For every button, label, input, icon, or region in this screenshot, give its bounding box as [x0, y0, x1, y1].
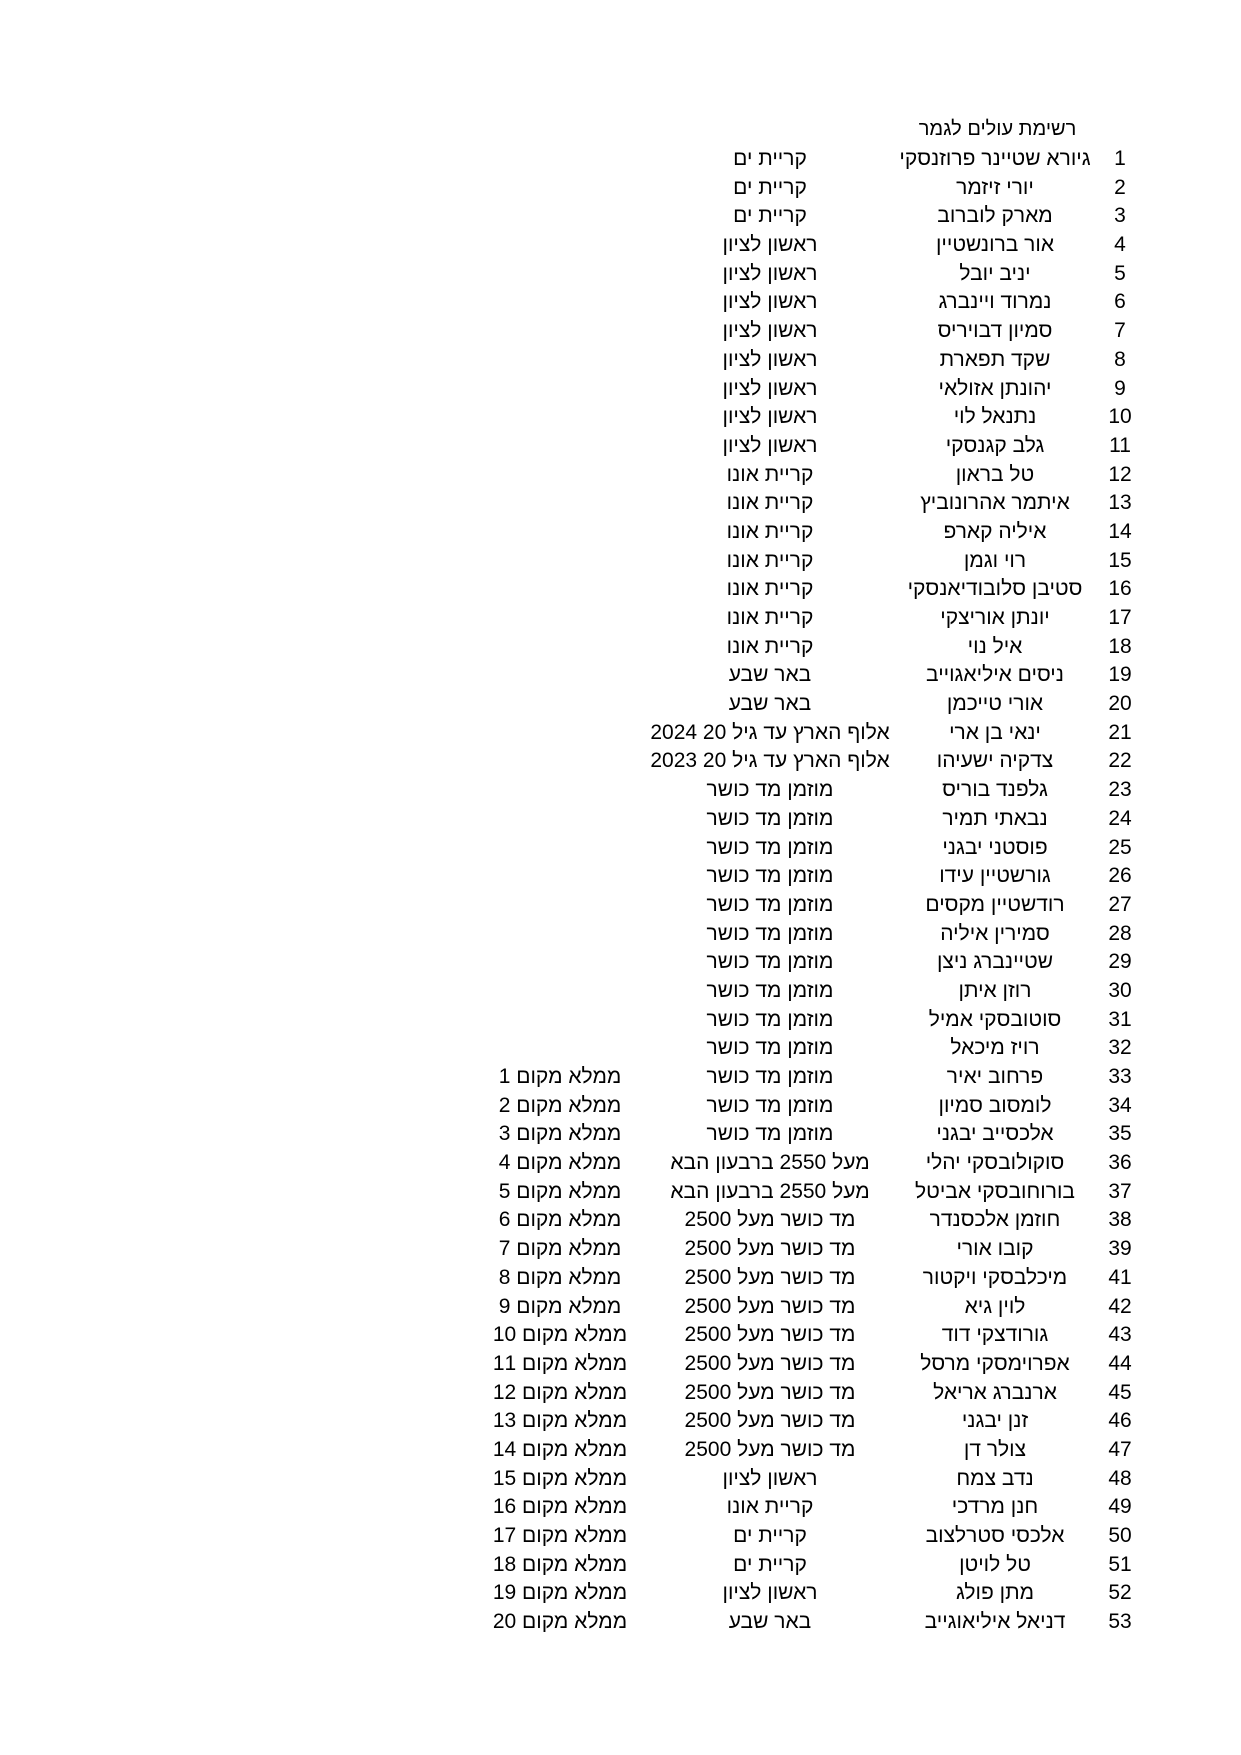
row-number: 42 [1108, 1294, 1132, 1318]
player-club: מוזמן מד כושר [706, 778, 834, 802]
row-number: 12 [1108, 462, 1132, 486]
player-name: דניאל איליאוגייב [924, 1610, 1066, 1634]
player-name: מתן פולג [955, 1581, 1035, 1605]
row-number: 49 [1108, 1495, 1132, 1519]
row-number: 6 [1114, 290, 1126, 314]
list-item [0, 489, 1241, 518]
row-number: 29 [1108, 950, 1132, 974]
reserve-note: ממלא מקום 17 [492, 1524, 628, 1547]
reserve-note: ממלא מקום 9 [498, 1294, 622, 1318]
reserve-note: ממלא מקום 20 [492, 1610, 628, 1634]
row-number: 2 [1114, 175, 1126, 199]
list-item [0, 834, 1241, 863]
player-club: באר שבע [728, 692, 812, 716]
list-item [0, 1522, 1241, 1551]
row-number: 18 [1108, 634, 1132, 658]
player-name: רודשטיין מקסים [925, 892, 1065, 916]
list-item [0, 1034, 1241, 1063]
player-club: מוזמן מד כושר [706, 1007, 834, 1031]
list-item [0, 1120, 1241, 1149]
list-item [0, 1608, 1241, 1637]
reserve-note: ממלא מקום 5 [498, 1179, 622, 1203]
list-item [0, 690, 1241, 719]
list-item [0, 1465, 1241, 1494]
player-name: יהונתן אזולאי [938, 376, 1052, 400]
list-item [0, 317, 1241, 346]
row-number: 11 [1109, 433, 1131, 457]
player-name: מארק לוברוב [937, 204, 1053, 228]
row-number: 13 [1108, 491, 1132, 515]
row-number: 36 [1108, 1151, 1132, 1175]
row-number: 48 [1108, 1466, 1132, 1490]
player-club: ראשון לציון [722, 233, 818, 257]
row-number: 27 [1108, 892, 1132, 916]
row-number: 52 [1108, 1581, 1132, 1605]
player-name: רויז מיכאל [950, 1036, 1040, 1060]
row-number: 39 [1108, 1237, 1132, 1261]
player-club: מוזמן מד כושר [706, 864, 834, 888]
list-item [0, 575, 1241, 604]
row-number: 53 [1108, 1610, 1132, 1634]
reserve-note: ממלא מקום 3 [498, 1122, 622, 1146]
player-name: אפרוימסקי מרסל [920, 1351, 1070, 1375]
player-club: ראשון לציון [722, 261, 818, 285]
player-name: רוי וגמן [963, 548, 1027, 572]
list-item [0, 862, 1241, 891]
list-item [0, 920, 1241, 949]
list-item [0, 1235, 1241, 1264]
player-name: איל נוי [967, 634, 1023, 658]
player-club: מוזמן מד כושר [706, 806, 834, 830]
row-number: 35 [1108, 1122, 1132, 1146]
player-club: באר שבע [728, 1610, 812, 1634]
player-name: ארנברג אריאל [933, 1380, 1057, 1404]
list-item [0, 202, 1241, 231]
player-club: מעל 2550 ברבעון הבא [670, 1151, 870, 1175]
player-club: מוזמן מד כושר [706, 978, 834, 1002]
player-name: צדקיה ישעיהו [936, 749, 1054, 773]
player-name: חוזמן אלכסנדר [929, 1208, 1061, 1232]
player-name: איליה קארפ [943, 519, 1047, 543]
player-club: קריית אונו [726, 634, 814, 658]
row-number: 47 [1108, 1437, 1132, 1461]
player-club: קריית אונו [726, 606, 814, 629]
row-number: 20 [1108, 692, 1132, 716]
row-number: 9 [1114, 376, 1126, 400]
row-number: 10 [1108, 405, 1132, 429]
list-item [0, 375, 1241, 404]
list-item [0, 1321, 1241, 1350]
list-item [0, 1264, 1241, 1293]
reserve-note: ממלא מקום 10 [492, 1323, 628, 1347]
player-name: בורוחובסקי אביטל [914, 1179, 1075, 1203]
list-item [0, 145, 1241, 174]
player-name: זנן יבגני [961, 1409, 1029, 1433]
list-item [0, 1006, 1241, 1035]
player-club: מוזמן מד כושר [706, 892, 834, 916]
player-name: גלב קגנסקי [945, 433, 1045, 457]
list-item [0, 1092, 1241, 1121]
player-name: לוין גיא [964, 1294, 1026, 1318]
player-club: מוזמן מד כושר [706, 921, 834, 945]
row-number: 5 [1114, 261, 1126, 285]
player-name: שטיינברג ניצן [936, 950, 1054, 974]
player-name: רוזן איתן [958, 978, 1032, 1002]
player-club: קריית אונו [726, 577, 814, 601]
player-name: יניב יובל [959, 261, 1031, 285]
row-number: 14 [1108, 519, 1132, 543]
player-club: מד כושר מעל 2500 [684, 1437, 856, 1461]
list-item [0, 518, 1241, 547]
row-number: 24 [1108, 806, 1132, 830]
list-item [0, 1293, 1241, 1322]
player-club: ראשון לציון [722, 1581, 818, 1605]
list-item [0, 948, 1241, 977]
list-item [0, 1493, 1241, 1522]
row-number: 7 [1114, 319, 1126, 343]
player-club: מד כושר מעל 2500 [684, 1323, 856, 1347]
player-club: קריית ים [733, 175, 807, 199]
player-name: טל בראון [955, 462, 1035, 486]
list-item [0, 977, 1241, 1006]
row-number: 4 [1114, 233, 1126, 257]
player-name: סמירין איליה [940, 921, 1050, 945]
player-club: מד כושר מעל 2500 [684, 1380, 856, 1404]
reserve-note: ממלא מקום 4 [498, 1151, 622, 1175]
row-number: 46 [1108, 1409, 1132, 1433]
player-club: מד כושר מעל 2500 [684, 1294, 856, 1318]
row-number: 21 [1108, 720, 1132, 744]
player-club: מד כושר מעל 2500 [684, 1409, 856, 1433]
player-club: מעל 2550 ברבעון הבא [670, 1179, 870, 1203]
player-club: קריית אונו [726, 462, 814, 486]
list-item [0, 1407, 1241, 1436]
list-item [0, 661, 1241, 690]
player-name: סוקולובסקי יהלי [925, 1151, 1065, 1175]
player-club: מוזמן מד כושר [706, 1065, 834, 1088]
player-name: אלכסייב יבגני [936, 1122, 1054, 1146]
player-club: קריית אונו [726, 1495, 814, 1519]
finalists-list [0, 145, 1241, 1637]
list-item [0, 719, 1241, 748]
reserve-note: ממלא מקום 19 [492, 1581, 628, 1605]
reserve-note: ממלא מקום 6 [498, 1208, 622, 1232]
player-name: אור ברונשטיין [935, 233, 1055, 257]
list-item [0, 1149, 1241, 1178]
row-number: 33 [1108, 1065, 1132, 1088]
list-item [0, 1206, 1241, 1235]
row-number: 15 [1108, 548, 1132, 572]
player-name: נתנאל לוי [953, 405, 1037, 429]
row-number: 43 [1108, 1323, 1132, 1347]
row-number: 8 [1114, 347, 1126, 371]
reserve-note: ממלא מקום 13 [492, 1409, 628, 1433]
list-item [0, 747, 1241, 776]
list-item [0, 288, 1241, 317]
reserve-note: ממלא מקום 8 [498, 1265, 622, 1289]
row-number: 38 [1108, 1208, 1132, 1232]
list-item [0, 1350, 1241, 1379]
list-item [0, 1436, 1241, 1465]
player-club: ראשון לציון [722, 319, 818, 343]
player-name: פרחוב יאיר [946, 1065, 1044, 1088]
row-number: 28 [1108, 921, 1132, 945]
row-number: 32 [1108, 1036, 1132, 1060]
row-number: 50 [1108, 1524, 1132, 1547]
row-number: 26 [1108, 864, 1132, 888]
player-club: ראשון לציון [722, 347, 818, 371]
player-club: ראשון לציון [722, 1466, 818, 1490]
player-club: קריית אונו [726, 519, 814, 543]
player-club: ראשון לציון [722, 290, 818, 314]
list-item [0, 805, 1241, 834]
reserve-note: ממלא מקום 1 [498, 1065, 622, 1088]
player-name: גיורא שטיינר פרוזנסקי [899, 147, 1091, 170]
reserve-note: ממלא מקום 7 [498, 1237, 622, 1261]
player-name: אלכסי סטרלצוב [925, 1524, 1065, 1547]
row-number: 22 [1108, 749, 1132, 773]
player-club: מד כושר מעל 2500 [684, 1351, 856, 1375]
list-item [0, 1551, 1241, 1580]
list-item [0, 776, 1241, 805]
row-number: 51 [1108, 1552, 1132, 1576]
player-club: ראשון לציון [722, 433, 818, 457]
reserve-note: ממלא מקום 12 [492, 1380, 628, 1404]
player-club: באר שבע [728, 663, 812, 687]
reserve-note: ממלא מקום 2 [498, 1093, 622, 1117]
player-name: חנן מרדכי [951, 1495, 1039, 1519]
list-item [0, 1579, 1241, 1608]
player-name: ינאי בן ארי [949, 720, 1041, 744]
row-number: 34 [1108, 1093, 1132, 1117]
row-number: 30 [1108, 978, 1132, 1002]
player-name: גורשטיין עידו [939, 864, 1051, 888]
player-name: יורי זיזמר [956, 175, 1034, 199]
list-item [0, 403, 1241, 432]
player-name: קובו אורי [956, 1237, 1034, 1261]
player-club: קריית אונו [726, 491, 814, 515]
player-club: קריית ים [733, 1552, 807, 1576]
row-number: 31 [1108, 1007, 1132, 1031]
player-name: נמרוד ויינברג [938, 290, 1052, 314]
row-number: 44 [1108, 1351, 1132, 1375]
player-name: סוטובסקי אמיל [928, 1007, 1062, 1031]
list-item [0, 547, 1241, 576]
player-name: יונתן אוריצקי [940, 606, 1050, 629]
row-number: 19 [1108, 663, 1132, 687]
list-item [0, 1379, 1241, 1408]
player-club: מוזמן מד כושר [706, 835, 834, 859]
list-item [0, 174, 1241, 203]
player-club: ראשון לציון [722, 376, 818, 400]
player-name: אורי טייכמן [946, 692, 1044, 716]
row-number: 1 [1114, 147, 1126, 170]
list-item [0, 1178, 1241, 1207]
player-club: קריית ים [733, 1524, 807, 1547]
list-title: רשימת עולים לגמר [918, 118, 1077, 140]
player-club: מד כושר מעל 2500 [684, 1237, 856, 1261]
list-item [0, 633, 1241, 662]
player-club: מוזמן מד כושר [706, 1036, 834, 1060]
player-name: ניסים איליאגוייב [926, 663, 1064, 687]
row-number: 25 [1108, 835, 1132, 859]
player-club: מד כושר מעל 2500 [684, 1265, 856, 1289]
player-name: מיכלבסקי ויקטור [922, 1265, 1068, 1289]
list-item [0, 891, 1241, 920]
list-item [0, 231, 1241, 260]
list-item [0, 604, 1241, 633]
player-name: גורודצקי דוד [941, 1323, 1049, 1347]
player-club: ראשון לציון [722, 405, 818, 429]
player-club: מוזמן מד כושר [706, 1122, 834, 1146]
player-club: קריית ים [733, 204, 807, 228]
row-number: 45 [1108, 1380, 1132, 1404]
list-item [0, 1063, 1241, 1092]
player-name: סמיון דבויריס [937, 319, 1053, 343]
player-name: סטיבן סלובודיאנסקי [907, 577, 1083, 601]
row-number: 37 [1108, 1179, 1132, 1203]
list-item [0, 461, 1241, 490]
player-club: קריית אונו [726, 548, 814, 572]
player-club: מוזמן מד כושר [706, 950, 834, 974]
player-name: נדב צמח [956, 1466, 1034, 1490]
player-club: קריית ים [733, 147, 807, 170]
player-name: איתמר אהרונוביץ [920, 491, 1070, 515]
row-number: 41 [1108, 1265, 1132, 1289]
row-number: 17 [1108, 606, 1132, 629]
player-name: נבאתי תמיר [942, 806, 1048, 830]
reserve-note: ממלא מקום 11 [492, 1351, 628, 1375]
player-name: שקד תפארת [939, 347, 1051, 371]
player-name: צולר דן [963, 1437, 1027, 1461]
row-number: 16 [1108, 577, 1132, 601]
row-number: 23 [1108, 778, 1132, 802]
list-item [0, 260, 1241, 289]
player-name: פוסטני יבגני [942, 835, 1048, 859]
reserve-note: ממלא מקום 18 [492, 1552, 628, 1576]
player-club: אלוף הארץ עד גיל 20 2023 [650, 749, 890, 773]
player-name: גלפנד בוריס [942, 778, 1048, 802]
player-club: מד כושר מעל 2500 [684, 1208, 856, 1232]
list-item [0, 346, 1241, 375]
list-item [0, 432, 1241, 461]
player-club: מוזמן מד כושר [706, 1093, 834, 1117]
reserve-note: ממלא מקום 14 [492, 1437, 628, 1461]
reserve-note: ממלא מקום 16 [492, 1495, 628, 1519]
player-name: לומסוב סמיון [938, 1093, 1052, 1117]
row-number: 3 [1114, 204, 1126, 228]
reserve-note: ממלא מקום 15 [492, 1466, 628, 1490]
player-club: אלוף הארץ עד גיל 20 2024 [650, 720, 890, 744]
player-name: טל לויטן [959, 1552, 1031, 1576]
